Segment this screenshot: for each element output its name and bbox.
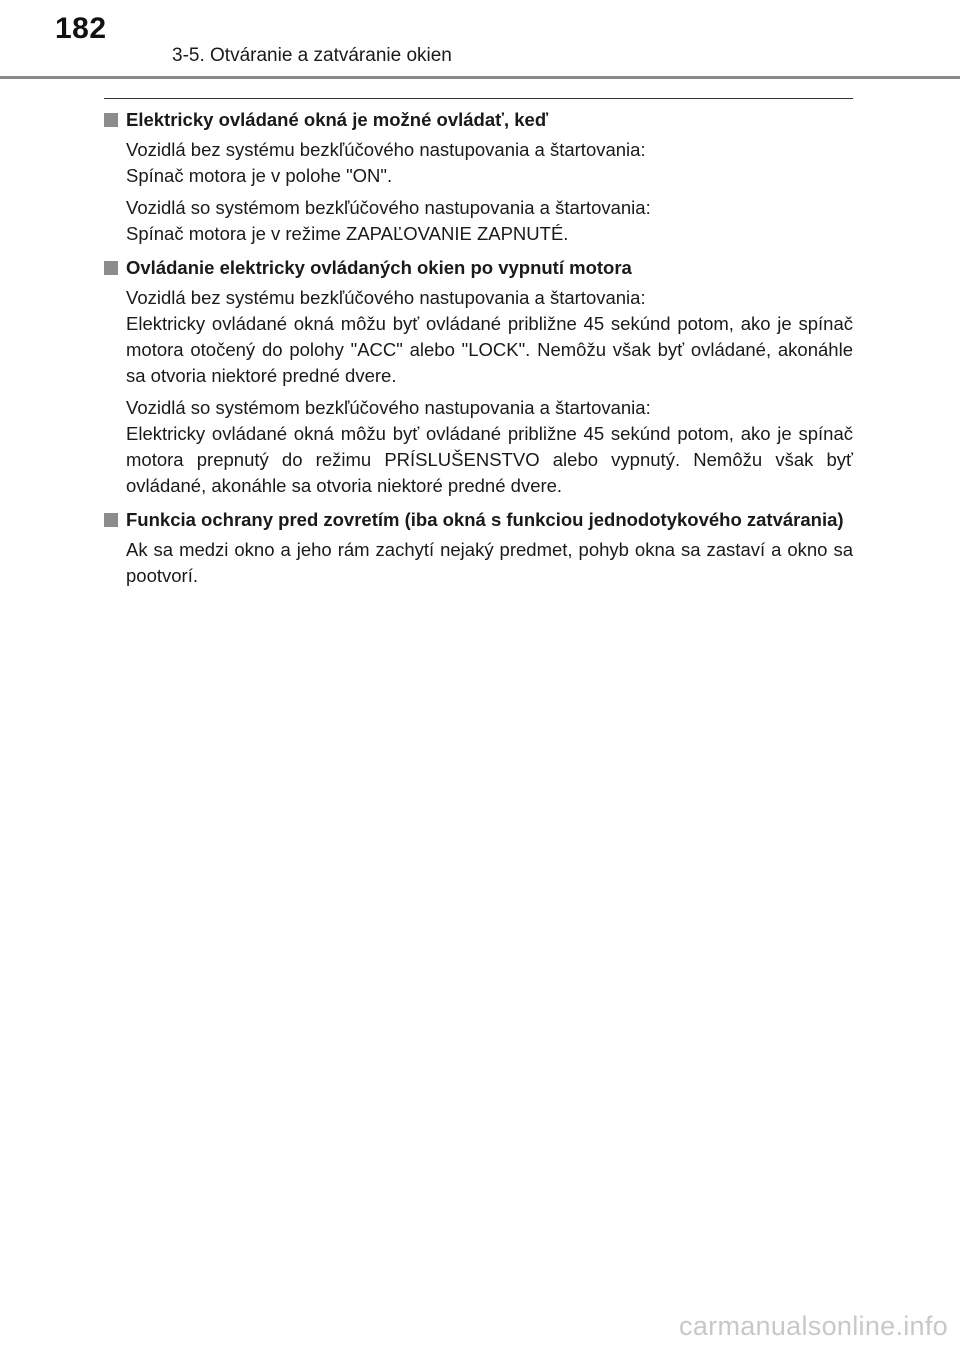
paragraph [126, 395, 853, 499]
paragraph-text: Elektricky ovládané okná môžu byť ovládané približne 45 sekúnd potom, ako je spínač motora prepnutý do režimu PRÍSLUŠENSTVO alebo vypnutý. Nemôžu však byť ovládané, akonáhle sa otvoria niektoré predné dvere. [126, 423, 853, 496]
section-power-windows-operation [104, 107, 853, 247]
paragraph-text: Elektricky ovládané okná môžu byť ovládané približne 45 sekúnd potom, ako je spínač motora otočený do polohy "ACC" alebo "LOCK". Nemôžu však byť ovládané, akonáhle sa otvoria niektoré predné dvere. [126, 313, 853, 386]
section-heading [104, 507, 853, 533]
page-header [0, 0, 960, 80]
section-heading [104, 107, 853, 133]
watermark: carmanualsonline.info [679, 1311, 948, 1341]
section-heading-text: Elektricky ovládané okná je možné ovládať, keď [126, 109, 549, 130]
content-divider [104, 98, 853, 99]
chapter-title: 3-5. Otváranie a zatváranie okien [172, 45, 452, 66]
page-content [104, 98, 853, 597]
paragraph-condition: Vozidlá bez systému bezkľúčového nastupovania a štartovania: [126, 287, 646, 308]
paragraph-text: Ak sa medzi okno a jeho rám zachytí nejaký predmet, pohyb okna sa zastaví a okno sa pootvorí. [126, 539, 853, 586]
paragraph [126, 137, 853, 189]
paragraph [126, 285, 853, 389]
paragraph-condition: Vozidlá so systémom bezkľúčového nastupovania a štartovania: [126, 197, 651, 218]
section-heading-text: Funkcia ochrany pred zovretím (iba okná s funkciou jednodotykového zatvárania) [126, 509, 844, 530]
section-jam-protection [104, 507, 853, 589]
section-heading-text: Ovládanie elektricky ovládaných okien po vypnutí motora [126, 257, 632, 278]
paragraph [126, 195, 853, 247]
square-bullet-icon [104, 261, 118, 275]
square-bullet-icon [104, 513, 118, 527]
paragraph-text: Spínač motora je v režime ZAPAĽOVANIE ZAPNUTÉ. [126, 223, 569, 244]
section-heading [104, 255, 853, 281]
square-bullet-icon [104, 113, 118, 127]
paragraph [126, 537, 853, 589]
page-number: 182 [55, 12, 107, 45]
section-after-engine-off [104, 255, 853, 499]
paragraph-condition: Vozidlá so systémom bezkľúčového nastupovania a štartovania: [126, 397, 651, 418]
paragraph-text: Spínač motora je v polohe "ON". [126, 165, 393, 186]
header-divider [0, 76, 960, 79]
paragraph-condition: Vozidlá bez systému bezkľúčového nastupovania a štartovania: [126, 139, 646, 160]
